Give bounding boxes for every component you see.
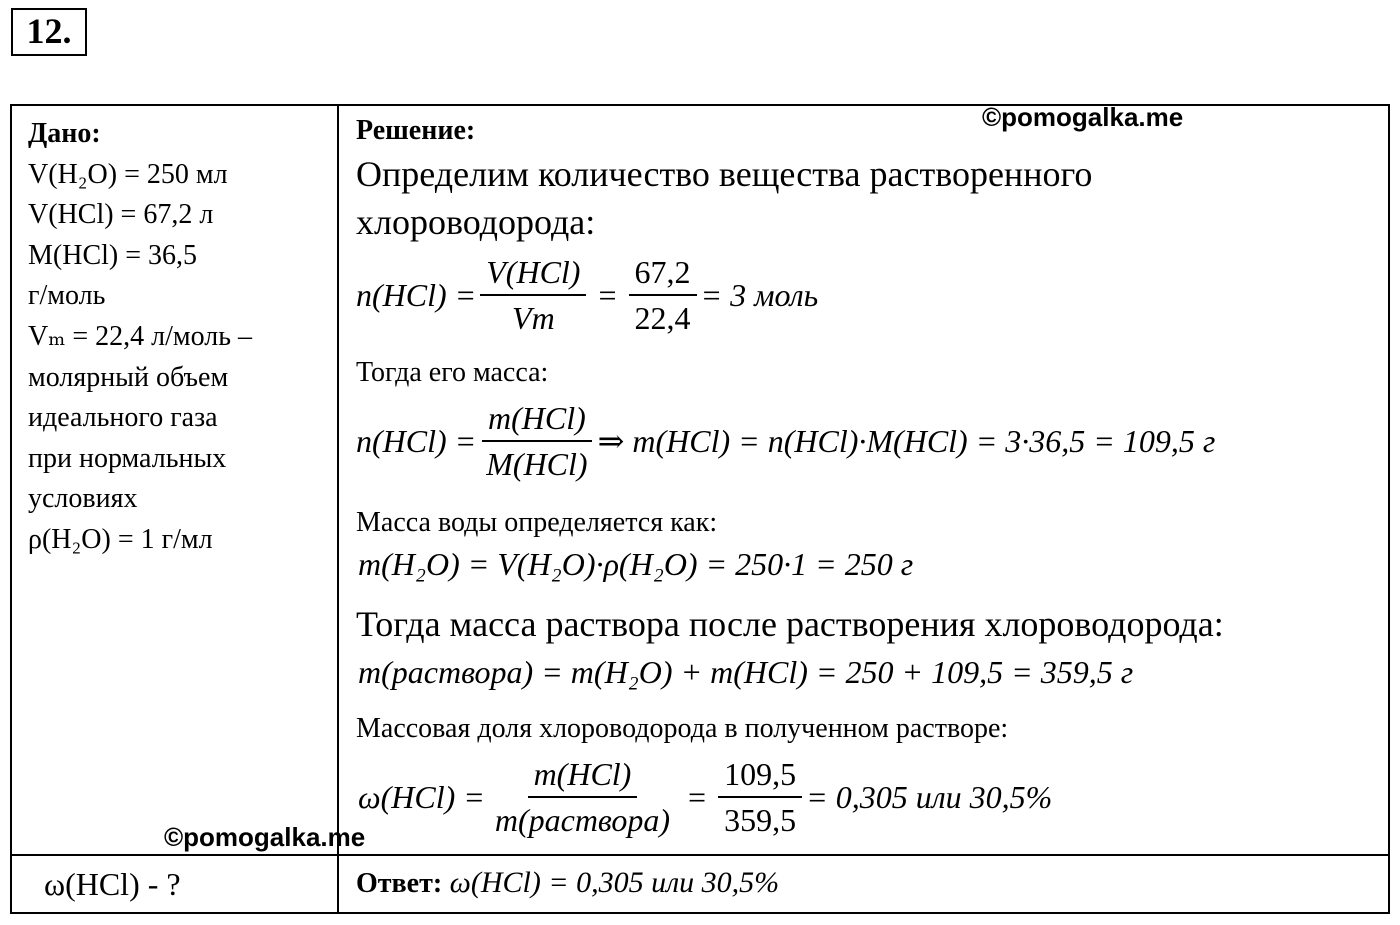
- eq5-fraction-values: [718, 754, 802, 840]
- solution-table: [10, 104, 1390, 914]
- solution-intro-line1: Определим количество вещества растворенного: [356, 154, 1093, 194]
- answer: [356, 866, 779, 900]
- equation-solution-mass: [358, 654, 1133, 691]
- watermark-top: ©pomogalka.me: [982, 102, 1184, 132]
- eq5-fraction: [489, 754, 676, 840]
- equation-moles: n(HCl) = $\frac{\text{V(HCl)}}{Vm}$ = $\frac{67,2}{22,4}$ = 3 моль: [356, 254, 819, 336]
- eq5-numerator: m(HCl): [528, 754, 638, 798]
- solution-text-mass: Тогда его масса:: [356, 357, 549, 388]
- given-line: ρ(H₂O) = 1 г/мл: [28, 523, 213, 555]
- eq1-fraction-values: [629, 252, 697, 338]
- answer-label: Ответ:: [356, 868, 443, 899]
- given-section: [28, 114, 328, 561]
- find-quantity: ω(HCl) - ?: [44, 866, 181, 902]
- eq1-lhs: n(HCl) =: [356, 276, 477, 313]
- task-number: 12.: [11, 8, 87, 56]
- solution-text-fraction: Массовая доля хлороводорода в полученном растворе:: [356, 713, 1009, 744]
- given-line: при нормальных: [28, 442, 227, 474]
- given-line: V(H₂O) = 250 мл: [28, 158, 228, 190]
- row-divider: [12, 854, 1388, 856]
- eq5-denominator: m(раствора): [494, 802, 671, 838]
- eq5-numerator-value: 109,5: [718, 754, 802, 798]
- given-line: Vₘ = 22,4 л/моль –: [28, 320, 253, 352]
- watermark-bottom: ©pomogalka.me: [164, 822, 366, 852]
- given-line: молярный объем: [28, 361, 229, 393]
- solution-text-water: Масса воды определяется как:: [356, 507, 718, 538]
- equation-water-mass: [358, 546, 913, 583]
- eq2-lhs: n(HCl) =: [356, 422, 477, 459]
- solution-intro-line2: хлороводорода:: [356, 202, 596, 242]
- eq2-numerator: m(HCl): [482, 398, 592, 442]
- given-line: V(HCl) = 67,2 л: [28, 199, 214, 231]
- given-line: идеального газа: [28, 402, 218, 434]
- eq3: m(H₂O) = V(H₂O)·ρ(H₂O) = 250·1 = 250 г: [358, 546, 914, 582]
- given-line: г/моль: [28, 280, 106, 312]
- column-divider: [337, 106, 339, 912]
- given-line: условиях: [28, 483, 138, 515]
- answer-value: ω(HCl) = 0,305 или 30,5%: [449, 866, 780, 899]
- eq1-numerator: V(HCl): [480, 252, 586, 296]
- eq1-fraction: [480, 252, 586, 338]
- equation-mass: [356, 398, 1215, 484]
- eq1-denominator-value: 22,4: [634, 300, 691, 336]
- eq2-result: ⇒ m(HCl) = n(HCl)·M(HCl) = 3·36,5 = 109,5 г: [597, 423, 1216, 459]
- eq5-lhs: ω(HCl) =: [358, 778, 485, 815]
- eq2-denominator: M(HCl): [486, 446, 588, 482]
- eq2-fraction: [480, 398, 593, 484]
- eq5-denominator-value: 359,5: [724, 802, 797, 838]
- solution-text-solution-mass: Тогда масса раствора после растворения хлороводорода:: [356, 604, 1224, 644]
- eq1-denominator: Vm: [512, 300, 555, 336]
- equation-mass-fraction: ω(HCl) = $\frac{\text{m(HCl)}}{\text{m(раствора)}}$ = $\frac{109,5}{359,5}$ = 0,305 или 30,5%: [358, 756, 1053, 838]
- eq1-numerator-value: 67,2: [629, 252, 697, 296]
- solution-heading: Решение:: [356, 115, 476, 146]
- eq4: m(раствора) = m(H₂O) + m(HCl) = 250 + 109,5 = 359,5 г: [358, 654, 1134, 690]
- eq5-result: = 0,305 или 30,5%: [806, 778, 1053, 815]
- given-line: M(HCl) = 36,5: [28, 239, 198, 271]
- given-heading: Дано:: [28, 118, 101, 149]
- eq1-result: = 3 моль: [700, 276, 819, 313]
